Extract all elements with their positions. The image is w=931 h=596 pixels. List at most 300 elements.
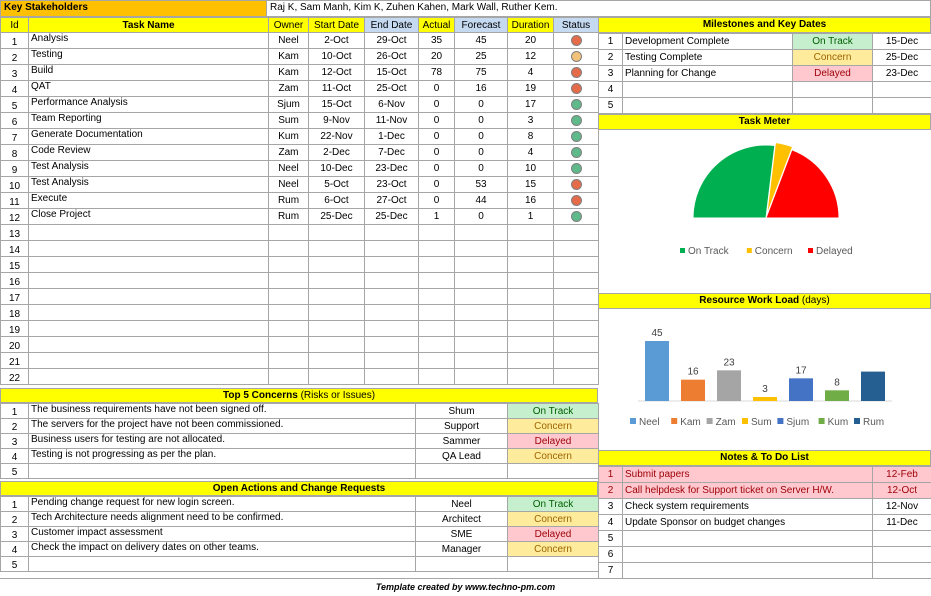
task-name: Generate Documentation	[29, 129, 269, 145]
task-empty-cell	[554, 369, 599, 385]
task-empty-cell	[309, 289, 365, 305]
task-end: 1-Dec	[365, 129, 419, 145]
task-empty-cell	[29, 273, 269, 289]
meter-slice-on-track	[693, 145, 775, 218]
milestone-id: 4	[599, 82, 623, 98]
concerns-id: 1	[1, 404, 29, 419]
task-empty-cell	[508, 241, 554, 257]
task-actual: 0	[419, 113, 455, 129]
task-row-empty	[1, 321, 599, 337]
task-empty-cell	[29, 305, 269, 321]
task-row-empty	[1, 241, 599, 257]
task-empty-cell	[455, 337, 508, 353]
task-actual: 0	[419, 161, 455, 177]
notes-table	[598, 466, 931, 579]
task-empty-cell	[29, 369, 269, 385]
status-dot-icon	[571, 179, 582, 190]
task-start: 12-Oct	[309, 65, 365, 81]
milestone-status-badge: On Track	[793, 34, 873, 50]
workload-chart	[598, 309, 931, 450]
task-actual: 35	[419, 33, 455, 49]
actions-status-badge: Concern	[508, 512, 599, 527]
concerns-text: The business requirements have not been signed off.	[29, 404, 416, 419]
concerns-text: Business users for testing are not allocated.	[29, 434, 416, 449]
meter-legend-swatch	[808, 248, 813, 253]
task-empty-cell	[419, 241, 455, 257]
task-id: 19	[1, 321, 29, 337]
task-start: 6-Oct	[309, 193, 365, 209]
notes-title: Notes & To Do List	[598, 450, 931, 466]
task-empty-cell	[29, 257, 269, 273]
actions-row	[1, 512, 599, 527]
task-empty-cell	[269, 321, 309, 337]
task-forecast: 16	[455, 81, 508, 97]
task-empty-cell	[419, 225, 455, 241]
task-end: 26-Oct	[365, 49, 419, 65]
concerns-status-badge: Concern	[508, 419, 599, 434]
note-text	[623, 563, 873, 579]
task-col-header: Owner	[269, 18, 309, 33]
task-duration: 20	[508, 33, 554, 49]
task-empty-cell	[269, 241, 309, 257]
note-row	[599, 563, 931, 579]
task-row	[1, 97, 599, 113]
task-empty-cell	[508, 321, 554, 337]
workload-svg	[598, 309, 931, 450]
concerns-id: 3	[1, 434, 29, 449]
task-empty-cell	[365, 289, 419, 305]
workload-legend-label: Kam	[680, 417, 701, 428]
note-date: 11-Dec	[873, 515, 931, 531]
task-header-row	[1, 18, 599, 33]
task-row-empty	[1, 369, 599, 385]
task-start: 5-Oct	[309, 177, 365, 193]
workload-data-label: 8	[834, 377, 840, 389]
status-dot-icon	[571, 115, 582, 126]
concerns-row	[1, 434, 599, 449]
task-empty-cell	[508, 305, 554, 321]
task-owner: Zam	[269, 81, 309, 97]
actions-owner	[416, 557, 508, 572]
task-empty-cell	[554, 337, 599, 353]
task-row-empty	[1, 353, 599, 369]
task-empty-cell	[29, 353, 269, 369]
task-row-empty	[1, 289, 599, 305]
note-id: 3	[599, 499, 623, 515]
task-empty-cell	[455, 369, 508, 385]
workload-bar-kam	[681, 380, 705, 401]
actions-id: 1	[1, 497, 29, 512]
milestone-row	[599, 82, 931, 98]
task-id: 22	[1, 369, 29, 385]
note-id: 2	[599, 483, 623, 499]
concerns-owner: Sammer	[416, 434, 508, 449]
task-status-cell	[554, 81, 599, 97]
task-forecast: 0	[455, 113, 508, 129]
task-duration: 1	[508, 209, 554, 225]
workload-legend-label: Neel	[639, 417, 660, 428]
actions-owner: Neel	[416, 497, 508, 512]
milestone-row	[599, 50, 931, 66]
note-date	[873, 531, 931, 547]
task-empty-cell	[365, 321, 419, 337]
milestone-row	[599, 98, 931, 114]
actions-text: Customer impact assessment	[29, 527, 416, 542]
task-forecast: 0	[455, 129, 508, 145]
actions-row	[1, 527, 599, 542]
actions-row	[1, 557, 599, 572]
task-duration: 16	[508, 193, 554, 209]
note-row	[599, 499, 931, 515]
note-text	[623, 547, 873, 563]
actions-text: Tech Architecture needs alignment need to be confirmed.	[29, 512, 416, 527]
milestone-text: Testing Complete	[623, 50, 793, 66]
note-date: 12-Oct	[873, 483, 931, 499]
task-id: 2	[1, 49, 29, 65]
task-empty-cell	[29, 337, 269, 353]
task-end: 27-Oct	[365, 193, 419, 209]
task-duration: 17	[508, 97, 554, 113]
actions-row	[1, 497, 599, 512]
concerns-owner	[416, 464, 508, 479]
task-empty-cell	[309, 321, 365, 337]
task-id: 6	[1, 113, 29, 129]
milestone-date: 15-Dec	[873, 34, 931, 50]
task-col-header: Status	[554, 18, 599, 33]
task-empty-cell	[309, 305, 365, 321]
workload-data-label: 17	[795, 365, 807, 377]
task-status-cell	[554, 97, 599, 113]
actions-title: Open Actions and Change Requests	[0, 481, 598, 496]
task-owner: Kam	[269, 49, 309, 65]
task-end: 23-Oct	[365, 177, 419, 193]
workload-legend-swatch	[854, 418, 860, 424]
task-row	[1, 49, 599, 65]
task-end: 15-Oct	[365, 65, 419, 81]
meter-legend-label: Concern	[754, 246, 793, 257]
workload-legend-label: Zam	[715, 417, 736, 428]
status-dot-icon	[571, 211, 582, 222]
note-date	[873, 547, 931, 563]
task-id: 5	[1, 97, 29, 113]
workload-bar-kum	[825, 390, 849, 401]
milestone-date	[873, 98, 931, 114]
task-empty-cell	[554, 225, 599, 241]
actions-status-badge	[508, 557, 599, 572]
workload-title-sub: (days)	[801, 295, 830, 306]
task-row-empty	[1, 337, 599, 353]
task-empty-cell	[419, 321, 455, 337]
task-empty-cell	[29, 321, 269, 337]
actions-owner: Manager	[416, 542, 508, 557]
milestone-date: 25-Dec	[873, 50, 931, 66]
status-dot-icon	[571, 131, 582, 142]
note-row	[599, 483, 931, 499]
note-date	[873, 563, 931, 579]
task-empty-cell	[508, 257, 554, 273]
task-name: Analysis	[29, 33, 269, 49]
task-table	[0, 17, 599, 385]
milestone-text: Development Complete	[623, 34, 793, 50]
task-id: 11	[1, 193, 29, 209]
status-dot-icon	[571, 99, 582, 110]
task-empty-cell	[455, 321, 508, 337]
task-empty-cell	[365, 305, 419, 321]
milestones-title: Milestones and Key Dates	[598, 17, 931, 33]
workload-title-main: Resource Work Load	[699, 295, 802, 306]
task-end: 6-Nov	[365, 97, 419, 113]
task-empty-cell	[419, 353, 455, 369]
task-empty-cell	[365, 225, 419, 241]
task-owner: Neel	[269, 33, 309, 49]
task-duration: 3	[508, 113, 554, 129]
task-forecast: 45	[455, 33, 508, 49]
task-start: 15-Oct	[309, 97, 365, 113]
task-empty-cell	[309, 241, 365, 257]
milestone-text	[623, 98, 793, 114]
task-duration: 8	[508, 129, 554, 145]
task-empty-cell	[455, 241, 508, 257]
task-duration: 10	[508, 161, 554, 177]
task-id: 12	[1, 209, 29, 225]
task-forecast: 0	[455, 97, 508, 113]
task-empty-cell	[554, 305, 599, 321]
task-forecast: 0	[455, 145, 508, 161]
milestone-row	[599, 66, 931, 82]
task-empty-cell	[508, 289, 554, 305]
task-id: 18	[1, 305, 29, 321]
task-meter-chart	[598, 130, 931, 293]
task-empty-cell	[419, 369, 455, 385]
workload-legend-label: Kum	[827, 417, 849, 428]
task-start: 11-Oct	[309, 81, 365, 97]
task-id: 8	[1, 145, 29, 161]
concerns-owner: Shum	[416, 404, 508, 419]
task-name: Team Reporting	[29, 113, 269, 129]
workload-legend-swatch	[707, 418, 713, 424]
meter-legend-swatch	[747, 248, 752, 253]
task-name: Performance Analysis	[29, 97, 269, 113]
status-dot-icon	[571, 35, 582, 46]
task-status-cell	[554, 129, 599, 145]
actions-owner: SME	[416, 527, 508, 542]
task-forecast: 25	[455, 49, 508, 65]
status-dot-icon	[571, 195, 582, 206]
task-start: 2-Oct	[309, 33, 365, 49]
milestone-date: 23-Dec	[873, 66, 931, 82]
task-id: 10	[1, 177, 29, 193]
task-empty-cell	[269, 353, 309, 369]
task-name: Execute	[29, 193, 269, 209]
task-row	[1, 193, 599, 209]
task-id: 3	[1, 65, 29, 81]
task-empty-cell	[309, 257, 365, 273]
meter-legend-label: Delayed	[816, 246, 853, 257]
task-empty-cell	[309, 369, 365, 385]
task-end: 25-Dec	[365, 209, 419, 225]
actions-status-badge: Concern	[508, 542, 599, 557]
task-id: 14	[1, 241, 29, 257]
actions-id: 5	[1, 557, 29, 572]
workload-data-label: 45	[651, 328, 663, 339]
task-end: 25-Oct	[365, 81, 419, 97]
task-start: 9-Nov	[309, 113, 365, 129]
task-empty-cell	[554, 273, 599, 289]
task-duration: 12	[508, 49, 554, 65]
task-empty-cell	[508, 225, 554, 241]
status-dot-icon	[571, 147, 582, 158]
actions-text: Pending change request for new login screen.	[29, 497, 416, 512]
task-forecast: 0	[455, 161, 508, 177]
workload-bar-sjum	[789, 378, 813, 401]
task-empty-cell	[269, 273, 309, 289]
task-start: 2-Dec	[309, 145, 365, 161]
task-start: 10-Oct	[309, 49, 365, 65]
task-row-empty	[1, 225, 599, 241]
task-actual: 0	[419, 145, 455, 161]
workload-bar-neel	[645, 341, 669, 401]
note-text	[623, 531, 873, 547]
task-actual: 0	[419, 177, 455, 193]
milestone-text: Planning for Change	[623, 66, 793, 82]
task-empty-cell	[508, 337, 554, 353]
note-text: Check system requirements	[623, 499, 873, 515]
concerns-text: The servers for the project have not been commissioned.	[29, 419, 416, 434]
task-row	[1, 161, 599, 177]
task-empty-cell	[419, 305, 455, 321]
actions-status-badge: On Track	[508, 497, 599, 512]
task-owner: Neel	[269, 177, 309, 193]
concerns-row	[1, 419, 599, 434]
task-id: 17	[1, 289, 29, 305]
task-name: Close Project	[29, 209, 269, 225]
task-name: Test Analysis	[29, 161, 269, 177]
task-status-cell	[554, 49, 599, 65]
task-row	[1, 129, 599, 145]
workload-bar-zam	[717, 370, 741, 401]
task-status-cell	[554, 145, 599, 161]
concerns-text: Testing is not progressing as per the plan.	[29, 449, 416, 464]
task-empty-cell	[554, 321, 599, 337]
task-empty-cell	[269, 337, 309, 353]
task-col-header: Duration	[508, 18, 554, 33]
task-empty-cell	[455, 257, 508, 273]
task-status-cell	[554, 209, 599, 225]
concerns-table	[0, 403, 599, 479]
workload-legend-swatch	[671, 418, 677, 424]
task-name: Test Analysis	[29, 177, 269, 193]
task-name: Testing	[29, 49, 269, 65]
task-status-cell	[554, 193, 599, 209]
task-row	[1, 209, 599, 225]
task-status-cell	[554, 177, 599, 193]
footer-credit: Template created by www.techno-pm.com	[0, 578, 931, 596]
concerns-status-badge: On Track	[508, 404, 599, 419]
note-text: Update Sponsor on budget changes	[623, 515, 873, 531]
task-empty-cell	[309, 273, 365, 289]
task-forecast: 0	[455, 209, 508, 225]
task-duration: 19	[508, 81, 554, 97]
milestone-id: 1	[599, 34, 623, 50]
actions-id: 3	[1, 527, 29, 542]
task-forecast: 75	[455, 65, 508, 81]
task-end: 7-Dec	[365, 145, 419, 161]
workload-legend-swatch	[777, 418, 783, 424]
task-col-header: Id	[1, 18, 29, 33]
task-id: 7	[1, 129, 29, 145]
task-row-empty	[1, 273, 599, 289]
actions-owner: Architect	[416, 512, 508, 527]
task-duration: 4	[508, 65, 554, 81]
task-actual: 0	[419, 129, 455, 145]
note-row	[599, 531, 931, 547]
note-id: 1	[599, 467, 623, 483]
task-empty-cell	[419, 257, 455, 273]
task-owner: Zam	[269, 145, 309, 161]
milestone-text	[623, 82, 793, 98]
note-row	[599, 467, 931, 483]
note-text: Call helpdesk for Support ticket on Server H/W.	[623, 483, 873, 499]
task-row	[1, 81, 599, 97]
task-actual: 1	[419, 209, 455, 225]
task-id: 21	[1, 353, 29, 369]
milestone-status-badge: Concern	[793, 50, 873, 66]
task-empty-cell	[269, 289, 309, 305]
task-empty-cell	[309, 353, 365, 369]
task-owner: Rum	[269, 193, 309, 209]
task-row	[1, 33, 599, 49]
task-owner: Neel	[269, 161, 309, 177]
task-row-empty	[1, 257, 599, 273]
task-id: 9	[1, 161, 29, 177]
task-empty-cell	[419, 289, 455, 305]
task-status-cell	[554, 161, 599, 177]
task-empty-cell	[365, 337, 419, 353]
task-forecast: 53	[455, 177, 508, 193]
note-id: 4	[599, 515, 623, 531]
task-empty-cell	[365, 353, 419, 369]
task-empty-cell	[508, 273, 554, 289]
task-id: 20	[1, 337, 29, 353]
task-id: 16	[1, 273, 29, 289]
task-id: 1	[1, 33, 29, 49]
task-empty-cell	[455, 353, 508, 369]
task-empty-cell	[365, 257, 419, 273]
task-start: 25-Dec	[309, 209, 365, 225]
stakeholders-value: Raj K, Sam Manh, Kim K, Zuhen Kahen, Mark Wall, Ruther Kem.	[266, 0, 931, 17]
concerns-id: 5	[1, 464, 29, 479]
task-empty-cell	[455, 305, 508, 321]
task-name: Build	[29, 65, 269, 81]
task-actual: 78	[419, 65, 455, 81]
workload-data-label: 16	[687, 366, 699, 378]
task-empty-cell	[554, 241, 599, 257]
task-forecast: 44	[455, 193, 508, 209]
task-end: 23-Dec	[365, 161, 419, 177]
task-actual: 20	[419, 49, 455, 65]
concerns-owner: QA Lead	[416, 449, 508, 464]
workload-data-label: 3	[762, 384, 768, 395]
task-empty-cell	[554, 353, 599, 369]
note-row	[599, 515, 931, 531]
workload-legend-label: Sjum	[786, 417, 810, 428]
task-status-cell	[554, 65, 599, 81]
task-empty-cell	[365, 369, 419, 385]
workload-legend-swatch	[630, 418, 636, 424]
task-empty-cell	[29, 241, 269, 257]
workload-data-label: 23	[723, 357, 735, 369]
milestone-date	[873, 82, 931, 98]
